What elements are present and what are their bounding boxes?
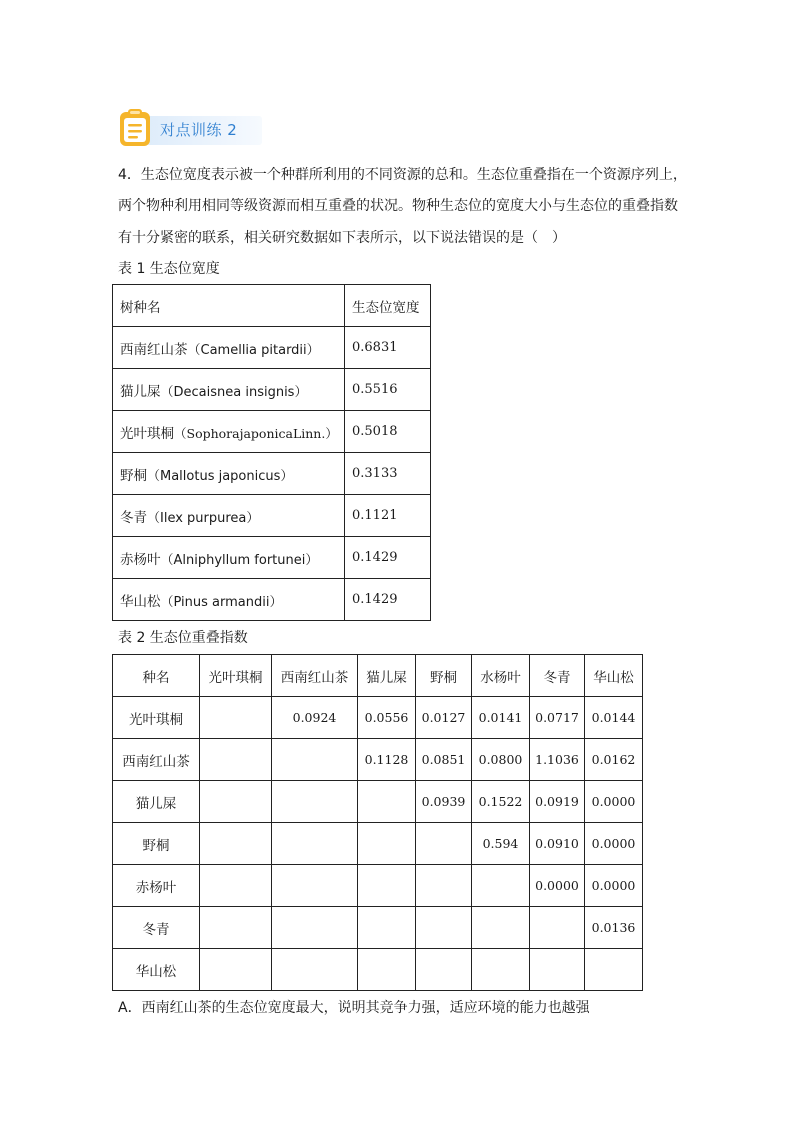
overlap-cell xyxy=(416,823,472,865)
question-line-1: 4．生态位宽度表示被一个种群所利用的不同资源的总和。生态位重叠指在一个资源序列上， xyxy=(118,167,687,183)
header-cell: 野桐 xyxy=(416,655,472,697)
header-cell: 西南红山茶 xyxy=(272,655,358,697)
row-species: 野桐 xyxy=(113,823,200,865)
overlap-cell: 0.0924 xyxy=(272,697,358,739)
overlap-cell: 0.0919 xyxy=(530,781,585,823)
overlap-cell xyxy=(416,907,472,949)
overlap-cell xyxy=(272,739,358,781)
niche-width-value: 0.3133 xyxy=(345,453,431,495)
niche-width-value: 0.5516 xyxy=(345,369,431,411)
overlap-cell xyxy=(530,949,585,991)
species-cn: 光叶琪桐 xyxy=(120,425,174,442)
table-row xyxy=(113,781,643,823)
section-title: 对点训练 2 xyxy=(160,121,238,139)
overlap-cell xyxy=(472,907,530,949)
overlap-cell xyxy=(472,949,530,991)
table1-caption: 表 1 生态位宽度 xyxy=(118,261,220,277)
overlap-cell xyxy=(530,907,585,949)
overlap-cell: 0.0144 xyxy=(585,697,643,739)
row-species: 西南红山茶 xyxy=(113,739,200,781)
overlap-cell xyxy=(585,949,643,991)
header-species: 树种名 xyxy=(113,285,345,327)
overlap-cell xyxy=(272,823,358,865)
overlap-cell xyxy=(358,949,416,991)
table-row xyxy=(113,411,431,453)
table2-caption: 表 2 生态位重叠指数 xyxy=(118,630,248,646)
niche-width-value: 0.1429 xyxy=(345,537,431,579)
table-row xyxy=(113,495,431,537)
header-cell: 水杨叶 xyxy=(472,655,530,697)
clipboard-icon xyxy=(118,107,152,147)
header-cell: 冬青 xyxy=(530,655,585,697)
overlap-cell xyxy=(416,949,472,991)
header-cell: 光叶琪桐 xyxy=(200,655,272,697)
row-species: 冬青 xyxy=(113,907,200,949)
table-header-row xyxy=(113,285,431,327)
overlap-cell: 0.0141 xyxy=(472,697,530,739)
niche-width-table xyxy=(112,284,431,621)
question-line-2: 两个物种利用相同等级资源而相互重叠的状况。物种生态位的宽度大小与生态位的重叠指数 xyxy=(118,198,678,214)
overlap-cell xyxy=(272,949,358,991)
table-row xyxy=(113,579,431,621)
species-sci: （Pinus armandii） xyxy=(160,594,283,610)
table-row xyxy=(113,949,643,991)
species-sci: （Decaisnea insignis） xyxy=(160,384,308,400)
overlap-cell: 0.0000 xyxy=(530,865,585,907)
niche-width-value: 0.1429 xyxy=(345,579,431,621)
species-cn: 猫儿屎 xyxy=(120,383,161,400)
overlap-cell: 0.0000 xyxy=(585,823,643,865)
table-row xyxy=(113,327,431,369)
species-cn: 西南红山茶 xyxy=(120,341,188,358)
section-badge xyxy=(118,107,262,147)
row-species: 光叶琪桐 xyxy=(113,697,200,739)
overlap-cell xyxy=(272,865,358,907)
overlap-cell xyxy=(200,739,272,781)
overlap-cell: 0.0127 xyxy=(416,697,472,739)
table-row xyxy=(113,453,431,495)
niche-width-value: 0.1121 xyxy=(345,495,431,537)
species-sci: （Mallotus japonicus） xyxy=(147,468,294,484)
species-cn: 赤杨叶 xyxy=(120,551,161,568)
species-cn: 华山松 xyxy=(120,593,161,610)
overlap-cell xyxy=(200,949,272,991)
table-row xyxy=(113,823,643,865)
table-row xyxy=(113,739,643,781)
overlap-cell: 0.594 xyxy=(472,823,530,865)
option-a[interactable]: A．西南红山茶的生态位宽度最大，说明其竞争力强，适应环境的能力也越强 xyxy=(118,1000,590,1016)
overlap-cell: 0.0000 xyxy=(585,781,643,823)
species-sci: （Ilex purpurea） xyxy=(147,510,260,526)
overlap-cell xyxy=(358,865,416,907)
overlap-cell xyxy=(272,907,358,949)
row-species: 华山松 xyxy=(113,949,200,991)
overlap-cell: 0.0000 xyxy=(585,865,643,907)
overlap-cell: 0.0939 xyxy=(416,781,472,823)
question-line-3: 有十分紧密的联系，相关研究数据如下表所示，以下说法错误的是（ ） xyxy=(118,230,566,246)
overlap-cell: 0.1128 xyxy=(358,739,416,781)
overlap-cell xyxy=(200,781,272,823)
overlap-cell: 0.0556 xyxy=(358,697,416,739)
table-row xyxy=(113,697,643,739)
overlap-cell: 1.1036 xyxy=(530,739,585,781)
overlap-cell: 0.1522 xyxy=(472,781,530,823)
row-species: 赤杨叶 xyxy=(113,865,200,907)
overlap-cell xyxy=(416,865,472,907)
overlap-cell xyxy=(358,781,416,823)
overlap-cell xyxy=(200,697,272,739)
table-header-row xyxy=(113,655,643,697)
overlap-cell: 0.0851 xyxy=(416,739,472,781)
header-cell: 猫儿屎 xyxy=(358,655,416,697)
header-cell: 华山松 xyxy=(585,655,643,697)
overlap-cell: 0.0162 xyxy=(585,739,643,781)
species-cn: 冬青 xyxy=(120,509,147,526)
overlap-cell xyxy=(472,865,530,907)
table-row xyxy=(113,907,643,949)
species-sci: （Alniphyllum fortunei） xyxy=(160,552,319,568)
row-species: 猫儿屎 xyxy=(113,781,200,823)
overlap-cell xyxy=(200,865,272,907)
overlap-cell: 0.0136 xyxy=(585,907,643,949)
overlap-cell xyxy=(358,823,416,865)
overlap-cell xyxy=(272,781,358,823)
overlap-cell: 0.0800 xyxy=(472,739,530,781)
niche-width-value: 0.6831 xyxy=(345,327,431,369)
species-sci: （Camellia pitardii） xyxy=(187,342,320,358)
niche-width-value: 0.5018 xyxy=(345,411,431,453)
table-row xyxy=(113,369,431,411)
table-row xyxy=(113,865,643,907)
overlap-cell: 0.0910 xyxy=(530,823,585,865)
table-row xyxy=(113,537,431,579)
overlap-cell xyxy=(200,907,272,949)
overlap-cell: 0.0717 xyxy=(530,697,585,739)
header-niche-width: 生态位宽度 xyxy=(345,285,431,327)
niche-overlap-table xyxy=(112,654,643,991)
overlap-cell xyxy=(358,907,416,949)
species-cn: 野桐 xyxy=(120,467,147,484)
species-sci: （SophorajaponicaLinn.） xyxy=(174,425,338,441)
header-cell: 种名 xyxy=(113,655,200,697)
overlap-cell xyxy=(200,823,272,865)
